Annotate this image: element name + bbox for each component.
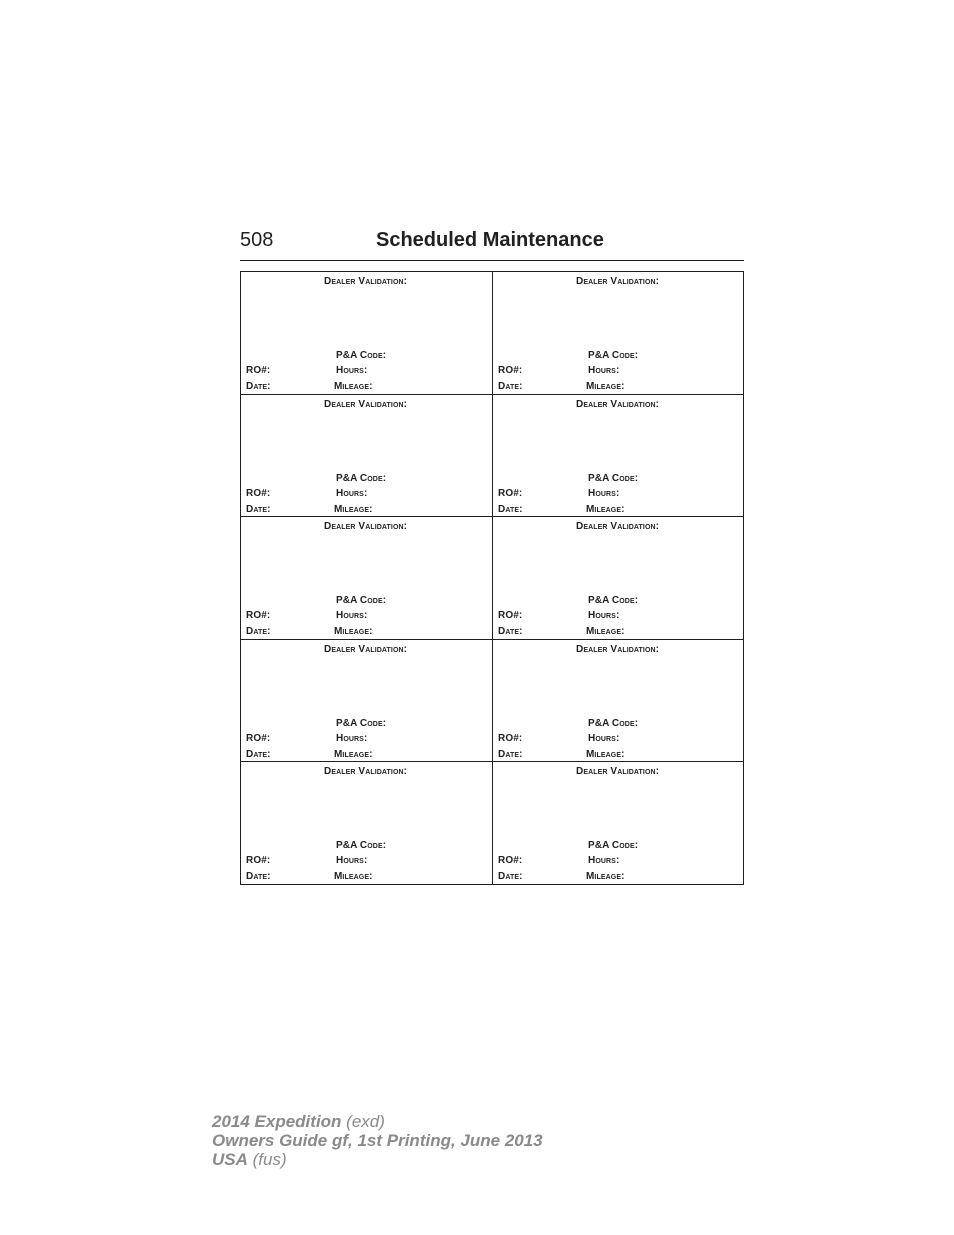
mileage-label: Mileage: — [586, 381, 625, 392]
maintenance-record-cell — [240, 394, 493, 518]
ro-number-label: RO#: — [246, 487, 271, 499]
maintenance-record-grid — [240, 271, 744, 884]
hours-label: Hours: — [588, 855, 620, 867]
hours-label: Hours: — [336, 487, 368, 499]
ro-number-label: RO#: — [498, 487, 523, 499]
page-header — [240, 229, 744, 261]
dealer-validation-label: Dealer Validation: — [324, 398, 408, 410]
dealer-validation-label: Dealer Validation: — [576, 521, 660, 533]
dealer-validation-label: Dealer Validation: — [324, 643, 408, 655]
ro-number-label: RO#: — [498, 732, 523, 744]
ro-number-label: RO#: — [498, 365, 523, 376]
hours-label: Hours: — [588, 610, 620, 622]
pa-code-label: P&A Code: — [588, 717, 639, 729]
date-label: Date: — [498, 626, 523, 638]
hours-label: Hours: — [588, 487, 620, 499]
hours-label: Hours: — [336, 732, 368, 744]
footer-line-1: 2014 Expedition (exd) — [212, 1112, 385, 1131]
ro-number-label: RO#: — [246, 365, 271, 376]
document-footer — [212, 1112, 543, 1169]
mileage-label: Mileage: — [334, 748, 373, 760]
ro-number-label: RO#: — [246, 610, 271, 622]
footer-line-2: Owners Guide gf, 1st Printing, June 2013 — [212, 1131, 543, 1150]
page-title: Scheduled Maintenance — [376, 229, 604, 251]
dealer-validation-label: Dealer Validation: — [576, 766, 660, 778]
dealer-validation-label: Dealer Validation: — [324, 276, 408, 287]
date-label: Date: — [246, 626, 271, 638]
pa-code-label: P&A Code: — [336, 595, 387, 607]
ro-number-label: RO#: — [246, 855, 271, 867]
mileage-label: Mileage: — [334, 871, 373, 883]
mileage-label: Mileage: — [586, 503, 625, 515]
ro-number-label: RO#: — [246, 732, 271, 744]
date-label: Date: — [246, 381, 271, 392]
hours-label: Hours: — [336, 610, 368, 622]
hours-label: Hours: — [336, 855, 368, 867]
pa-code-label: P&A Code: — [588, 840, 639, 852]
ro-number-label: RO#: — [498, 610, 523, 622]
mileage-label: Mileage: — [586, 871, 625, 883]
pa-code-label: P&A Code: — [336, 472, 387, 484]
pa-code-label: P&A Code: — [588, 595, 639, 607]
maintenance-record-cell — [240, 761, 493, 885]
maintenance-record-cell — [492, 394, 744, 518]
mileage-label: Mileage: — [586, 748, 625, 760]
maintenance-record-cell — [492, 516, 744, 640]
ro-number-label: RO#: — [498, 855, 523, 867]
maintenance-record-cell — [240, 639, 493, 763]
dealer-validation-label: Dealer Validation: — [576, 643, 660, 655]
mileage-label: Mileage: — [334, 381, 373, 392]
pa-code-label: P&A Code: — [336, 717, 387, 729]
mileage-label: Mileage: — [586, 626, 625, 638]
maintenance-record-cell — [240, 516, 493, 640]
pa-code-label: P&A Code: — [336, 350, 387, 361]
hours-label: Hours: — [588, 732, 620, 744]
hours-label: Hours: — [336, 365, 368, 376]
date-label: Date: — [246, 503, 271, 515]
dealer-validation-label: Dealer Validation: — [324, 521, 408, 533]
date-label: Date: — [246, 748, 271, 760]
mileage-label: Mileage: — [334, 503, 373, 515]
pa-code-label: P&A Code: — [588, 472, 639, 484]
maintenance-record-cell — [492, 271, 744, 395]
date-label: Date: — [498, 503, 523, 515]
date-label: Date: — [498, 871, 523, 883]
maintenance-record-cell — [492, 639, 744, 763]
mileage-label: Mileage: — [334, 626, 373, 638]
date-label: Date: — [498, 381, 523, 392]
pa-code-label: P&A Code: — [336, 840, 387, 852]
hours-label: Hours: — [588, 365, 620, 376]
maintenance-record-cell — [492, 761, 744, 885]
maintenance-record-cell — [240, 271, 493, 395]
dealer-validation-label: Dealer Validation: — [576, 398, 660, 410]
date-label: Date: — [498, 748, 523, 760]
dealer-validation-label: Dealer Validation: — [576, 276, 660, 287]
pa-code-label: P&A Code: — [588, 350, 639, 361]
dealer-validation-label: Dealer Validation: — [324, 766, 408, 778]
date-label: Date: — [246, 871, 271, 883]
page-number: 508 — [240, 229, 274, 251]
footer-line-3: USA (fus) — [212, 1150, 287, 1169]
